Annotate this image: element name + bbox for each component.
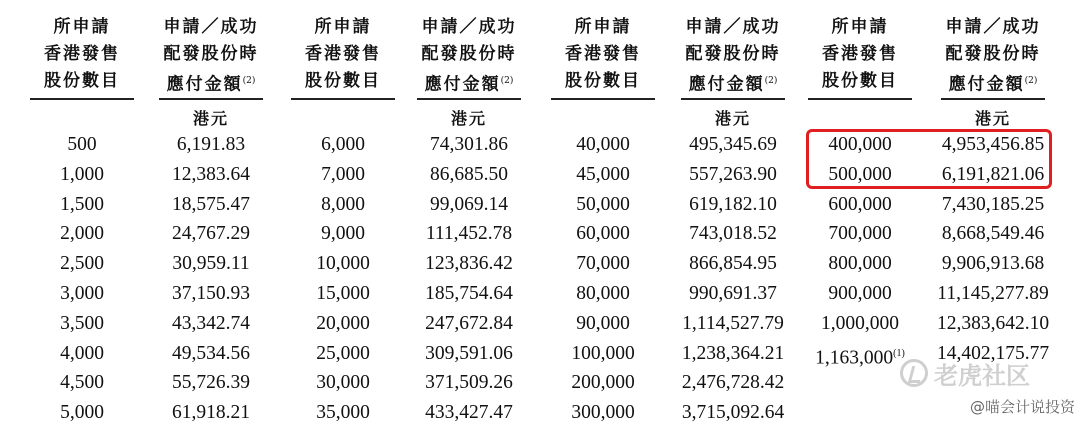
shares-cell: 3,000 (60, 282, 104, 304)
amount-cell: 1,238,364.21 (681, 342, 785, 364)
amount-cell: 1,114,527.79 (682, 312, 784, 334)
shares-cell: 6,000 (321, 134, 365, 155)
amount-cell: 24,767.29 (172, 223, 250, 245)
header-line (417, 68, 521, 99)
amount-cell: 99,069.14 (430, 193, 508, 215)
amount-cell: 433,427.47 (425, 402, 513, 424)
amount-cell: 495,345.69 (689, 134, 777, 155)
amount-cell: 111,452.78 (425, 223, 513, 245)
header-rule (808, 98, 912, 100)
header-line: 所申請 (831, 17, 889, 37)
highlight-box (806, 129, 1052, 189)
shares-cell: 40,000 (576, 134, 630, 155)
shares-cell: 4,000 (60, 342, 104, 364)
shares-cell: 800,000 (828, 253, 892, 275)
header-line: 股份數目 (305, 71, 381, 91)
header-footnote-marker: (2) (242, 76, 256, 86)
header-line: 配發股份時 (945, 44, 1041, 64)
shares-cell: 900,000 (828, 282, 892, 304)
shares-cell: 4,500 (60, 372, 104, 394)
header-line: 申請／成功 (685, 17, 781, 37)
header-line-text: 應付金額 (166, 74, 243, 95)
shares-cell: 9,000 (321, 223, 365, 245)
author-signature: @喵会计说投资 (969, 398, 1075, 416)
header-rule (159, 98, 263, 100)
shares-cell: 80,000 (576, 282, 630, 304)
shares-cell: 2,000 (60, 223, 104, 245)
shares-cell: 1,000,000 (821, 312, 899, 334)
tiger-logo-icon (900, 359, 928, 387)
amount-cell: 12,383.64 (172, 163, 250, 185)
amount-cell: 61,918.21 (172, 402, 250, 424)
shares-cell: 500,000 (828, 163, 892, 185)
header-line: 配發股份時 (163, 44, 259, 64)
shares-cell: 300,000 (571, 402, 635, 424)
header-rule (30, 98, 134, 100)
amount-cell: 619,182.10 (689, 193, 777, 215)
shares-cell: 5,000 (60, 402, 104, 424)
amount-cell: 43,342.74 (172, 312, 250, 334)
header-line: 配發股份時 (685, 44, 781, 64)
header-footnote-marker: (2) (500, 76, 514, 86)
header-line: 申請／成功 (163, 17, 259, 37)
header-line (159, 68, 263, 99)
header-line: 配發股份時 (421, 44, 517, 64)
header-line: 所申請 (574, 17, 632, 37)
shares-cell: 70,000 (576, 253, 630, 275)
shares-cell: 400,000 (828, 134, 892, 155)
shares-cell: 3,500 (60, 312, 104, 334)
shares-cell: 15,000 (316, 282, 370, 304)
amount-cell: 4,953,456.85 (941, 134, 1045, 155)
amount-cell: 2,476,728.42 (681, 372, 785, 394)
watermark (900, 356, 1070, 390)
shares-cell: 45,000 (576, 163, 630, 185)
unit-label: 港元 (974, 109, 1011, 128)
amount-cell: 12,383,642.10 (936, 312, 1050, 334)
header-line: 股份數目 (44, 71, 120, 91)
header-line: 香港發售 (305, 44, 381, 64)
amount-cell: 30,959.11 (172, 253, 250, 275)
amount-cell: 866,854.95 (689, 253, 777, 275)
shares-cell: 1,500 (60, 193, 104, 215)
amount-cell: 9,906,913.68 (941, 253, 1045, 275)
amount-cell: 6,191,821.06 (941, 163, 1045, 185)
shares-cell: 600,000 (828, 193, 892, 215)
amount-cell: 37,150.93 (172, 282, 250, 304)
header-rule (941, 98, 1045, 100)
column-header-6 (681, 14, 785, 99)
header-rule (551, 98, 655, 100)
amount-cell: 247,672.84 (425, 312, 513, 334)
amount-cell: 185,754.64 (425, 282, 513, 304)
unit-label: 港元 (192, 109, 229, 128)
header-rule (681, 98, 785, 100)
shares-cell: 1,000 (60, 163, 104, 185)
column-header-8 (941, 14, 1045, 99)
shares-cell: 10,000 (316, 253, 370, 275)
shares-cell: 90,000 (576, 312, 630, 334)
shares-cell: 200,000 (571, 372, 635, 394)
shares-cell: 25,000 (316, 342, 370, 364)
header-line-text: 應付金額 (948, 74, 1025, 95)
header-rule (291, 98, 395, 100)
header-line: 申請／成功 (945, 17, 1041, 37)
column-header-3 (291, 14, 395, 95)
column-header-4 (417, 14, 521, 99)
header-line: 香港發售 (822, 44, 898, 64)
header-line-text: 應付金額 (424, 74, 501, 95)
shares-cell: 20,000 (316, 312, 370, 334)
amount-cell: 6,191.83 (176, 134, 246, 155)
unit-label: 港元 (450, 109, 487, 128)
column-header-2 (159, 14, 263, 99)
header-line: 申請／成功 (421, 17, 517, 37)
header-line: 香港發售 (44, 44, 120, 64)
amount-cell: 3,715,092.64 (681, 402, 785, 424)
amount-cell: 86,685.50 (430, 163, 508, 185)
amount-cell: 8,668,549.46 (941, 223, 1045, 245)
shares-value: 1,163,000 (815, 347, 894, 369)
header-line: 所申請 (314, 17, 372, 37)
amount-cell: 7,430,185.25 (941, 193, 1045, 215)
shares-cell: 500 (67, 134, 97, 155)
amount-cell: 74,301.86 (430, 134, 508, 155)
shares-cell: 8,000 (321, 193, 365, 215)
shares-cell: 35,000 (316, 402, 370, 424)
shares-cell: 60,000 (576, 223, 630, 245)
amount-cell: 743,018.52 (689, 223, 777, 245)
shares-cell: 700,000 (828, 223, 892, 245)
amount-cell: 371,509.26 (425, 372, 513, 394)
footnote-marker: (1) (893, 347, 905, 359)
unit-label: 港元 (714, 109, 751, 128)
amount-cell: 557,263.90 (689, 163, 777, 185)
amount-cell: 11,145,277.89 (937, 282, 1049, 304)
amount-cell: 309,591.06 (425, 342, 513, 364)
header-rule (417, 98, 521, 100)
amount-cell: 55,726.39 (172, 372, 250, 394)
header-line (941, 68, 1045, 99)
header-footnote-marker: (2) (764, 76, 778, 86)
amount-cell: 123,836.42 (425, 253, 513, 275)
shares-cell: 7,000 (321, 163, 365, 185)
amount-cell: 990,691.37 (689, 282, 777, 304)
column-header-1 (30, 14, 134, 95)
header-line: 股份數目 (565, 71, 641, 91)
header-footnote-marker: (2) (1024, 76, 1038, 86)
amount-cell: 14,402,175.77 (936, 342, 1050, 364)
shares-cell: 50,000 (576, 193, 630, 215)
amount-cell: 18,575.47 (172, 193, 250, 215)
shares-cell: 2,500 (60, 253, 104, 275)
header-line: 所申請 (53, 17, 111, 37)
column-header-5 (551, 14, 655, 95)
amount-cell: 49,534.56 (172, 342, 250, 364)
header-line-text: 應付金額 (688, 74, 765, 95)
header-line (681, 68, 785, 99)
header-line: 香港發售 (565, 44, 641, 64)
watermark-text: 老虎社区 (934, 361, 1030, 390)
shares-cell: 30,000 (316, 372, 370, 394)
shares-cell: 100,000 (571, 342, 635, 364)
column-header-7 (808, 14, 912, 95)
header-line: 股份數目 (822, 71, 898, 91)
